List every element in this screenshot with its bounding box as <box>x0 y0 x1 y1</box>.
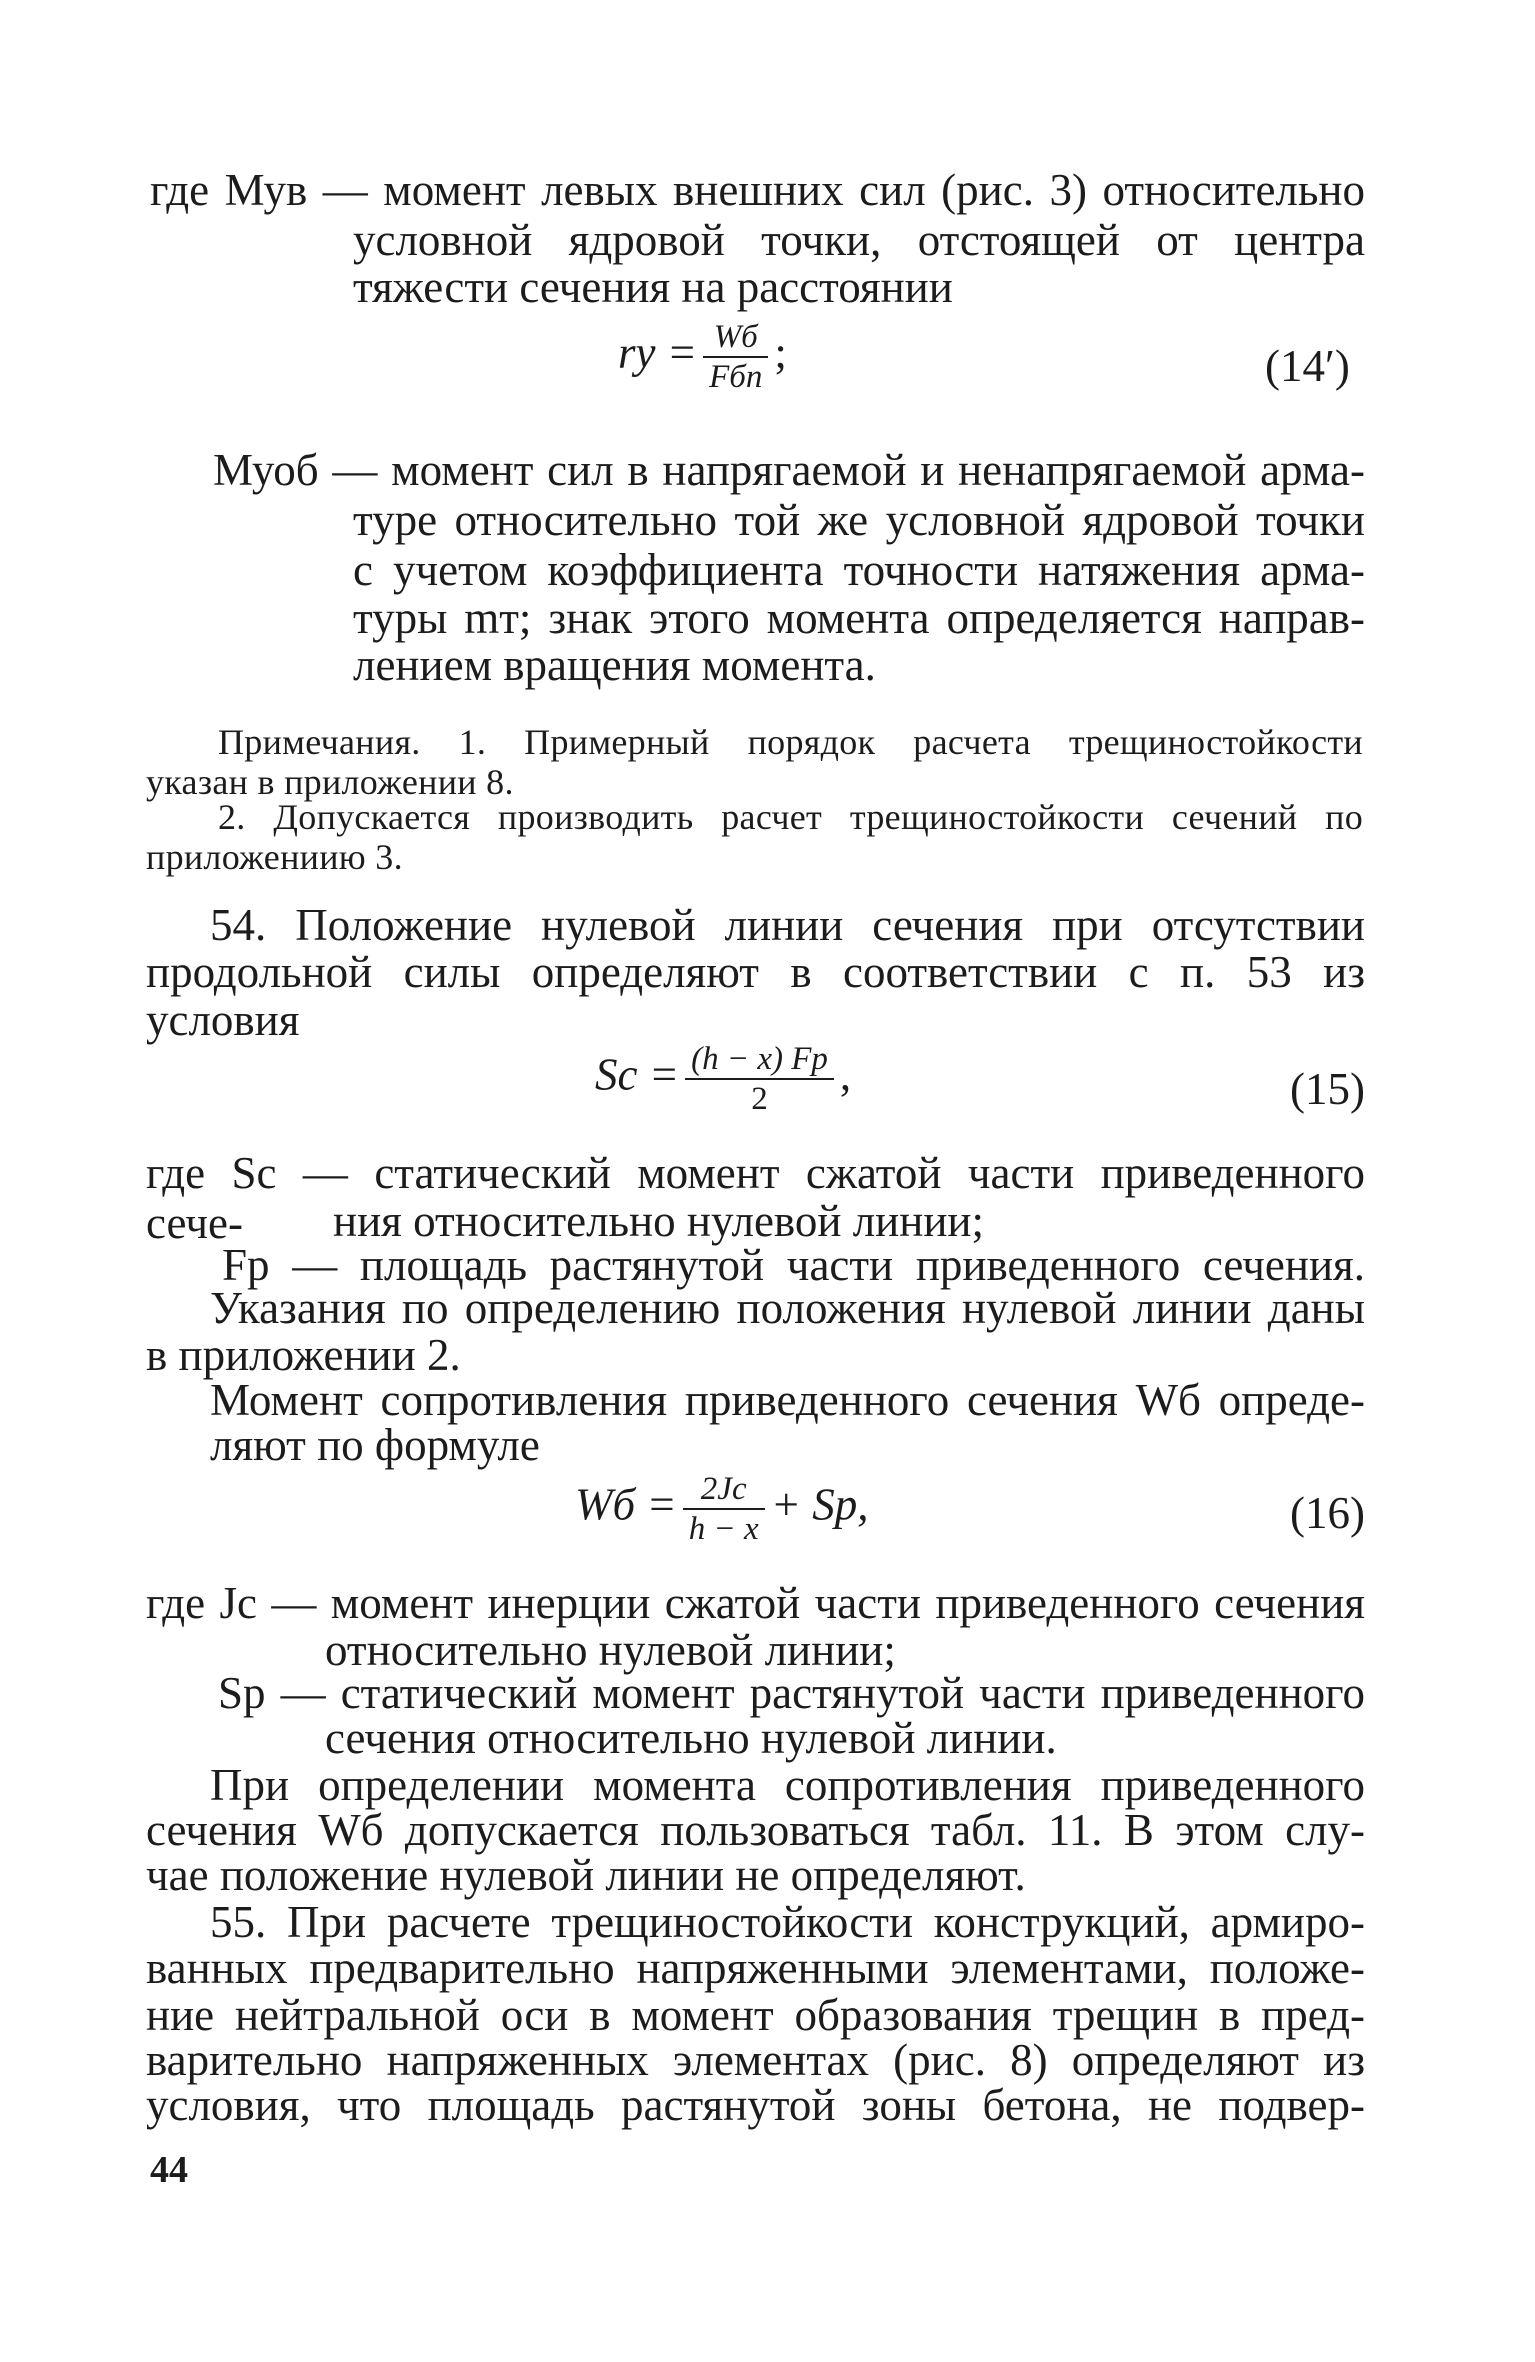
equation-number: (15) <box>1290 1064 1365 1114</box>
text-line: ляют по формуле <box>210 1420 540 1470</box>
text-line: продольной силы определяют в соответствии с п. 53 из <box>146 947 1365 997</box>
formula-lhs: Sс = <box>595 1049 680 1100</box>
text-line: ния относительно нулевой линии; <box>333 1196 984 1246</box>
fraction <box>703 318 768 396</box>
formula-tail: , <box>839 1049 852 1100</box>
text-line: Sр — статический момент растянутой части приведенного <box>218 1668 1365 1718</box>
text-line: сечения относительно нулевой линии. <box>325 1713 1057 1763</box>
text-line: где Sс — статический момент сжатой части приведенного сече- <box>146 1148 1365 1248</box>
text-line: чае положение нулевой линии не определяют. <box>146 1850 1026 1900</box>
formula-15 <box>595 1040 851 1118</box>
text-line: туры mт; знак этого момента определяется направ- <box>353 593 1365 643</box>
note-line: Примечания. 1. Примерный порядок расчета трещиностойкости <box>218 722 1363 762</box>
equation-number: (16) <box>1290 1488 1365 1538</box>
text-line: ние нейтральной оси в момент образования трещин в пред- <box>146 1990 1365 2040</box>
text-line: Момент сопротивления приведенного сечения Wб опреде- <box>210 1375 1365 1425</box>
text-line: ванных предварительно напряженными элементами, положе- <box>146 1943 1365 1993</box>
text-line: условной ядровой точки, отстоящей от центра <box>353 215 1365 265</box>
text-line: Муоб — момент сил в напрягаемой и ненапрягаемой арма- <box>213 445 1365 495</box>
text-line: Указания по определению положения нулевой линии даны <box>210 1283 1365 1333</box>
note-line: приложениию 3. <box>146 837 403 877</box>
text-line: в приложении 2. <box>146 1330 461 1380</box>
fraction <box>683 1470 765 1548</box>
text-line: варительно напряженных элементах (рис. 8) определяют из <box>146 2035 1365 2085</box>
fraction-denominator: Fбп <box>709 359 763 395</box>
text-line: условия, что площадь растянутой зоны бетона, не подвер- <box>146 2080 1365 2130</box>
page-number: 44 <box>150 2149 188 2191</box>
formula-lhs: Wб = <box>575 1479 677 1530</box>
fraction <box>685 1040 834 1118</box>
fraction-denominator: h − x <box>688 1511 759 1547</box>
text-line: Fр — площадь растянутой части приведенного сечения. <box>222 1240 1365 1290</box>
text-line: где Jс — момент инерции сжатой части приведенного сечения <box>146 1578 1365 1628</box>
text-line: относительно нулевой линии; <box>325 1625 896 1675</box>
fraction-denominator: 2 <box>751 1081 768 1117</box>
text-line: 55. При расчете трещиностойкости конструкций, армиро- <box>210 1897 1365 1947</box>
text-line: с учетом коэффициента точности натяжения арма- <box>353 545 1365 595</box>
formula-tail: ; <box>774 327 787 378</box>
formula-lhs: rу = <box>618 327 698 378</box>
formula-16 <box>575 1470 869 1548</box>
text-line: сечения Wб допускается пользоваться табл. 11. В этом слу- <box>146 1805 1365 1855</box>
text-line: туре относительно той же условной ядровой точки <box>353 495 1365 545</box>
text-line: где Мув — момент левых внешних сил (рис. 3) относительно <box>150 165 1365 215</box>
fraction-numerator: Wб <box>703 318 768 358</box>
note-line: 2. Допускается производить расчет трещиностойкости сечений по <box>218 797 1363 837</box>
formula-14 <box>618 318 787 396</box>
formula-tail: + Sр, <box>770 1479 869 1530</box>
text-line: тяжести сечения на расстоянии <box>353 262 953 312</box>
equation-number: (14′) <box>1265 341 1350 391</box>
fraction-numerator: 2Jс <box>683 1470 765 1510</box>
text-line: 54. Положение нулевой линии сечения при отсутствии <box>210 900 1365 950</box>
text-line: лением вращения момента. <box>353 640 876 690</box>
text-line: При определении момента сопротивления приведенного <box>210 1760 1365 1810</box>
text-line: условия <box>146 995 300 1045</box>
fraction-numerator: (h − x) Fр <box>685 1040 834 1080</box>
note-line: указан в приложении 8. <box>146 762 514 802</box>
